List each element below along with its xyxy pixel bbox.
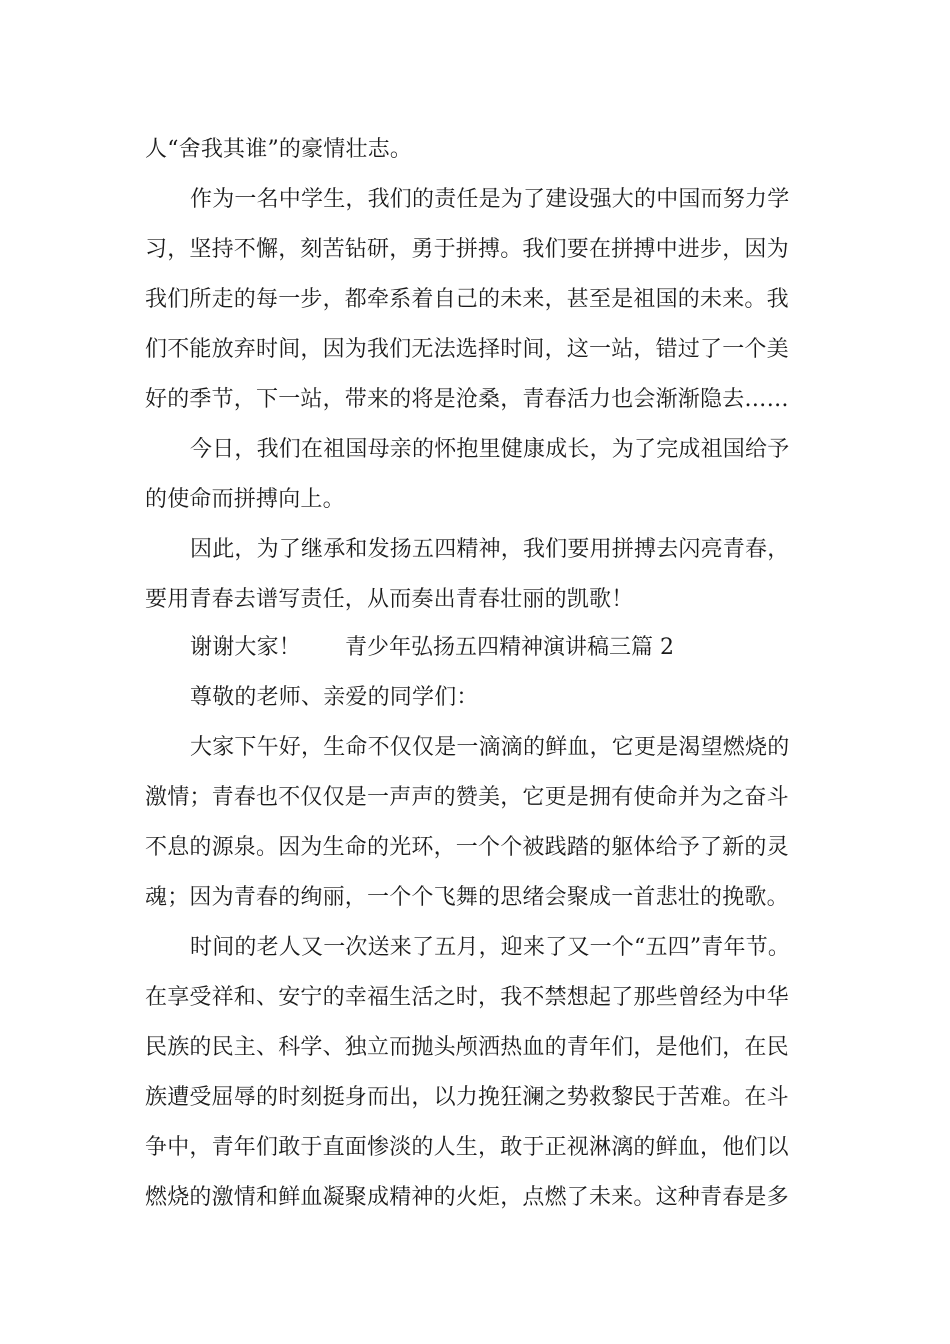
text-line-9: 因此，为了继承和发扬五四精神，我们要用拼搏去闪亮青春， bbox=[190, 537, 790, 562]
text-line-3: 习，坚持不懈，刻苦钻研，勇于拼搏。我们要在拼搏中进步，因为 bbox=[145, 237, 789, 262]
text-line-12: 尊敬的老师、亲爱的同学们： bbox=[190, 685, 479, 710]
text-line-8: 的使命而拼搏向上。 bbox=[145, 487, 345, 512]
text-line-15: 不息的源泉。因为生命的光环，一个个被践踏的躯体给予了新的灵 bbox=[145, 835, 789, 860]
text-line-2: 作为一名中学生，我们的责任是为了建设强大的中国而努力学 bbox=[190, 187, 790, 212]
text-line-5: 们不能放弃时间，因为我们无法选择时间，这一站，错过了一个美 bbox=[145, 337, 789, 362]
text-line-10: 要用青春去谱写责任，从而奏出青春壮丽的凯歌！ bbox=[145, 587, 634, 612]
text-line-19: 民族的民主、科学、独立而抛头颅洒热血的青年们，是他们，在民 bbox=[145, 1035, 789, 1060]
text-line-11: 谢谢大家！ bbox=[190, 635, 302, 660]
text-line-7: 今日，我们在祖国母亲的怀抱里健康成长，为了完成祖国给予 bbox=[190, 437, 790, 462]
text-line-20: 族遭受屈辱的时刻挺身而出，以力挽狂澜之势救黎民于苦难。在斗 bbox=[145, 1085, 789, 1110]
text-line-6: 好的季节，下一站，带来的将是沧桑，青春活力也会渐渐隐去…… bbox=[145, 387, 789, 412]
text-line-18: 在享受祥和、安宁的幸福生活之时，我不禁想起了那些曾经为中华 bbox=[145, 985, 789, 1010]
text-line-4: 我们所走的每一步，都牵系着自己的未来，甚至是祖国的未来。我 bbox=[145, 287, 789, 312]
section-title: 青少年弘扬五四精神演讲稿三篇 2 bbox=[345, 635, 674, 660]
text-line-14: 激情；青春也不仅仅是一声声的赞美，它更是拥有使命并为之奋斗 bbox=[145, 785, 789, 810]
text-line-21: 争中，青年们敢于直面惨淡的人生，敢于正视淋漓的鲜血，他们以 bbox=[145, 1135, 789, 1160]
text-line-1: 人“舍我其谁”的豪情壮志。 bbox=[145, 137, 413, 162]
text-line-13: 大家下午好，生命不仅仅是一滴滴的鲜血，它更是渴望燃烧的 bbox=[190, 735, 790, 760]
text-line-17: 时间的老人又一次送来了五月，迎来了又一个“五四”青年节。 bbox=[190, 935, 791, 960]
text-line-16: 魂；因为青春的绚丽，一个个飞舞的思绪会聚成一首悲壮的挽歌。 bbox=[145, 885, 789, 910]
text-line-22: 燃烧的激情和鲜血凝聚成精神的火炬，点燃了未来。这种青春是多 bbox=[145, 1185, 789, 1210]
